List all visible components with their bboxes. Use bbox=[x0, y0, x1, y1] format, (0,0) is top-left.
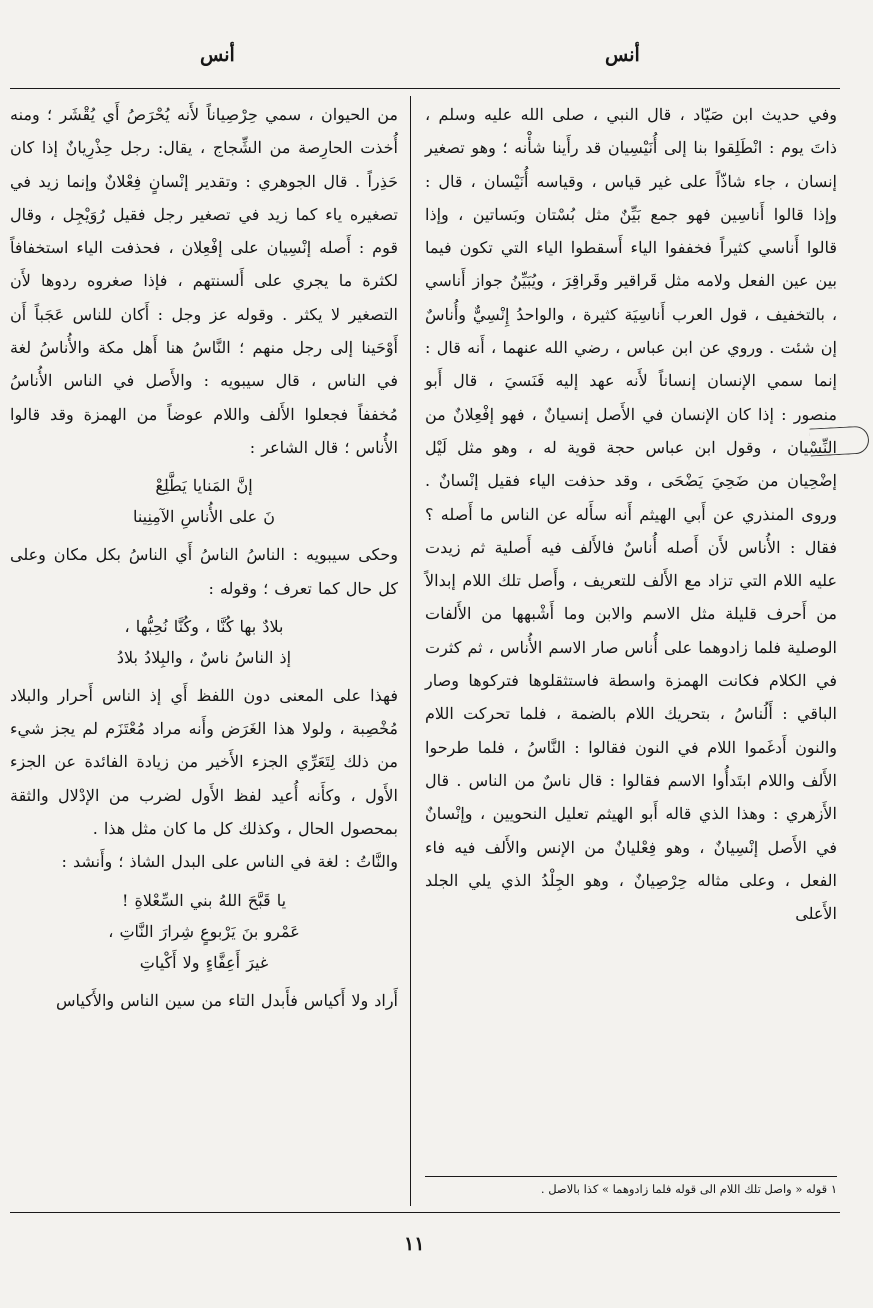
paragraph: وحكى سيبويه : الناسُ الناسُ أَي الناسُ بكل مكان وعلى كل حال كما تعرف ؛ وقوله : bbox=[10, 545, 398, 598]
column-divider bbox=[410, 96, 411, 1206]
verse-line: بلادٌ بها كُنَّا ، وكُنَّا نُحِبُّها ، bbox=[124, 616, 284, 636]
poem-verse bbox=[10, 611, 398, 673]
poem-verse bbox=[10, 470, 398, 532]
verse-line: غيرَ أَعِفَّاءٍ ولا أَكْياتِ bbox=[139, 952, 269, 972]
header-right-title: أنس bbox=[605, 44, 640, 66]
verse-line: إنَّ المَنايا يَطَّلِعْ bbox=[155, 476, 253, 496]
paragraph: والنَّاتُ : لغة في الناس على البدل الشاذ ؛ وأَنشد : bbox=[61, 852, 398, 872]
poem-verse bbox=[10, 885, 398, 978]
right-column bbox=[425, 98, 837, 930]
header-left-title: أنس bbox=[200, 44, 235, 66]
page-number: ١١ bbox=[404, 1233, 425, 1255]
right-column-text: وفي حديث ابن صَيّاد ، قال النبي ، صلى الله عليه وسلم ، ذاتَ يوم : انْطَلِقوا بنا إلى أُنَيْسِيان قد رأَينا شأْنه ؛ وهو تصغير إنسان ، جاء شاذّاً على غير قياس ، وقياسه أُنَيْسان ، قال : وإذا قالوا أَناسِين فهو جمع بَيِّنٌ مثل بُسْتان وبَساتين ، وإذا قالوا أَناسي كثيراً فخففوا الياء أَسقطوا الياء التي تكون فيما بين عين الفعل ولامه مثل قَراقير وقَراقِرَ ، ويُبَيِّنُ جواز أَناسي ، بالتخفيف ، قول العرب أَناسِيَة كثيرة ، والواحدُ إِنْسِيٌّ وأُناسٌ إن شئت . وروي عن ابن عباس ، رضي الله عنهما ، أَنه قال : إنما سمي الإنسان إنساناً لأَنه عهد إليه فَنَسيَ ، قال أَبو منصور : إذا كان الإنسان في الأَصل إنسيانٌ ، فهو إفْعِلانٌ من النِّسْيان ، وقول ابن عباس حجة قوية له ، وهو مثل لَيْل إضْحِيان من ضَحِيَ يَضْحَى ، وقد حذفت الياء فقيل إنْسانٌ . وروى المنذري عن أَبي الهيثم أَنه سأَله عن الناس ما أَصله ؟ فقال : الأُناس لأَن أَصله أُناسٌ فالأَلف فيه أَصلية ثم زيدت عليه اللام التي تزاد مع الأَلف للتعريف ، وأَصل تلك اللام إبدالاً من أَحرف قليلة مثل الاسم والابن وما أَشْبهها من الأَلفات الوصلية فلما زادوهما على أُناس صار الاسم الأُناس ، ثم كثرت في الكلام فكانت الهمزة واسطة فاستثقلوها فتركوها وصار الباقي : أَلُناسُ ، بتحريك اللام بالضمة ، فلما تحركت اللام والنون أَدغَموا اللام في النون فقالوا : النَّاسُ ، فلما طرحوا الأَلف واللام ابتَدأُوا الاسم فقالوا : قال ناسٌ من الناس . قال الأَزهري : وهذا الذي قاله أَبو الهيثم تعليل النحويين ، وإنْسانٌ في الأَصل إنْسِيانٌ ، وهو فِعْليانٌ من الإنس والأَلف فيه فاء الفعل ، وعلى مثاله حِرْصِيانٌ ، وهو الجِلْدُ الذي يلي الجلد الأَعلى bbox=[425, 105, 838, 924]
verse-line: نَ على الأُناسِ الآمِنِينا bbox=[132, 507, 276, 527]
paragraph: أَراد ولا أَكياس فأَبدل التاء من سين الناس والأَكياس bbox=[56, 990, 398, 1010]
footer-rule bbox=[10, 1212, 840, 1213]
header-rule bbox=[10, 88, 840, 89]
left-column bbox=[10, 98, 398, 1017]
handwritten-bracket-mark bbox=[809, 425, 869, 456]
verse-line: إذ الناسُ ناسٌ ، والبِلادُ بلادُ bbox=[116, 647, 292, 667]
verse-line: يا قَبَّحَ اللهُ بني السِّعْلاةِ ! bbox=[121, 890, 287, 910]
verse-line: عَمْرو بنَ يَرْبوعٍ شِرارَ النَّاتِ ، bbox=[108, 921, 300, 941]
footnote: ١ قوله « واصل تلك اللام الى قوله فلما زادوهما » كذا بالاصل . bbox=[425, 1176, 837, 1196]
paragraph: فهذا على المعنى دون اللفظ أَي إذ الناس أَحرار والبلاد مُخْصِبة ، ولولا هذا الغَرَض وأَنه مراد مُعْتَزَم لم يجز شيء من ذلك لِتَعَرِّي الجزء الأَخير من زيادة الفائدة عن الجزء الأَول ، وكأَنه أُعيد لفظ الأَول لضرب من الإدْلال والثقة بمحصول الحال ، وكذلك كل ما كان مثل هذا . bbox=[10, 685, 398, 839]
paragraph: من الحيوان ، سمي حِرْصِياناً لأَنه يُحْرَصُ أَي يُقْشَر ؛ ومنه أُخذت الحارِصة من الشِّجاج ، يقال: رجل حِذْرِيانٌ إذا كان حَذِراً . قال الجوهري : وتقدير إنْسانٍ فِعْلانٌ وإنما زيد في تصغيره ياء كما زيد في تصغير رجل فقيل رُوَيْجِل ، وقال قوم : أَصله إنْسِيان على إفْعِلان ، فحذفت الياء استخفافاً لكثرة ما يجري على أَلسنتهم ، فإذا صغروه ردوها لأَن التصغير لا يكثر . وقوله عز وجل : أَكان للناس عَجَباً أَن أَوْحَينا إلى رجل منهم ؛ النَّاسُ هنا أَهل مكة والأُناسُ لغة في الناس ، قال سيبويه : والأَصل في الناس الأُناسُ مُخففاً فجعلوا الأَلف واللام عوضاً من الهمزة وقد قالوا الأُناس ؛ قال الشاعر : bbox=[10, 105, 398, 457]
